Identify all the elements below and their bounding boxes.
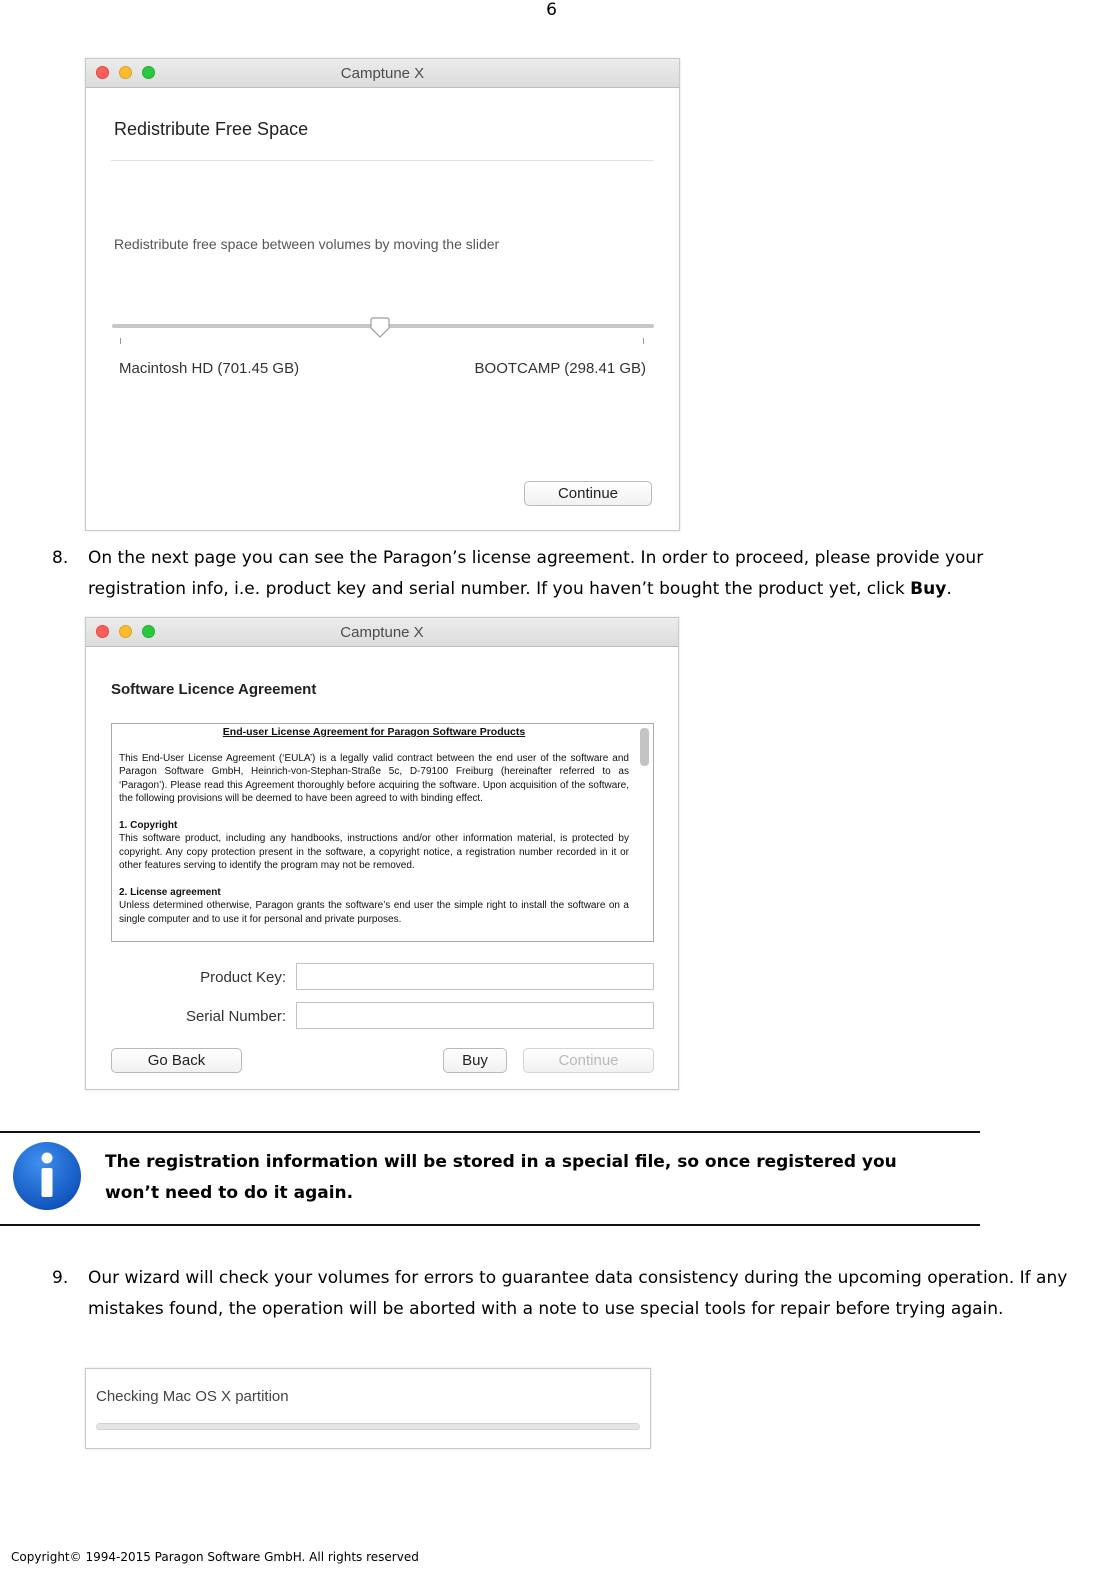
left-volume-label: Macintosh HD (701.45 GB): [119, 360, 300, 377]
eula-section-1-heading: 1. Copyright: [119, 819, 178, 831]
step-9-paragraph: [52, 1263, 1092, 1325]
note-top-rule: [0, 1131, 980, 1133]
redistribute-window: [85, 58, 680, 531]
window-title: Camptune X: [340, 65, 425, 82]
redistribute-heading: Redistribute Free Space: [114, 119, 309, 139]
step-number: 9.: [52, 1268, 69, 1288]
product-key-input[interactable]: [296, 963, 654, 990]
buy-emphasis: Buy: [910, 579, 947, 599]
slider-description: Redistribute free space between volumes by moving the slider: [114, 236, 500, 252]
eula-scrollbar[interactable]: [640, 728, 649, 766]
check-progress-bar: [96, 1423, 640, 1430]
go-back-button[interactable]: Go Back: [111, 1048, 242, 1073]
window-titlebar: [86, 618, 678, 647]
step-text-line1: On the next page you can see the Paragon’s license agreement. In order to proceed, please provide your: [88, 548, 984, 568]
license-heading: Software Licence Agreement: [111, 681, 317, 698]
page-number: 6: [546, 0, 557, 20]
window-titlebar: [86, 59, 679, 88]
eula-section-2-heading: 2. License agreement: [119, 886, 221, 898]
license-window: [85, 617, 679, 1090]
step-text: [88, 543, 983, 605]
eula-title: End-user License Agreement for Paragon Software Products: [222, 726, 526, 738]
right-volume-label: BOOTCAMP (298.41 GB): [474, 360, 646, 377]
eula-section-1-text: This software product, including any handbooks, instructions and/or other information material, is protected by copyright. Any copy protection present in the software, a copyright notice, a registration number recorded in it or other features serving to identify the program may not be removed.: [119, 833, 629, 871]
checking-panel: [85, 1368, 651, 1449]
info-icon: [12, 1141, 82, 1211]
continue-button[interactable]: Continue: [524, 481, 652, 506]
header-divider: [111, 160, 654, 161]
slider-tick-left: [120, 338, 121, 344]
note-bottom-rule: [0, 1224, 980, 1226]
step-text: Our wizard will check your volumes for errors to guarantee data consistency during the upcoming operation. If any mistakes found, the operation will be aborted with a note to use special tools for repair before trying again.: [88, 1268, 1068, 1319]
window-title: Camptune X: [340, 624, 424, 641]
buy-button[interactable]: Buy: [443, 1048, 507, 1073]
copyright-footer: Copyright© 1994-2015 Paragon Software GmbH. All rights reserved: [11, 1550, 419, 1564]
continue-button[interactable]: Continue: [523, 1048, 654, 1073]
product-key-label: Product Key:: [200, 969, 286, 986]
serial-number-input[interactable]: [296, 1002, 654, 1029]
eula-intro: This End-User License Agreement (‘EULA’) is a legally valid contract between the end user of the software and Paragon Software GmbH, Heinrich-von-Stephan-Straße 5c, D-79100 Freiburg (hereinafter referred to as ‘Paragon’). Please read this Agreement thoroughly before acquiring the software. Upon acquisition of the software, the following provisions will be deemed to have been agreed to with binding effect.: [119, 752, 629, 804]
step-text-end: .: [946, 579, 952, 599]
step-8-paragraph: [52, 543, 983, 605]
slider-thumb[interactable]: [369, 317, 391, 339]
slider-tick-right: [643, 338, 644, 344]
note-text: The registration information will be stored in a special file, so once registered you won’t need to do it again.: [105, 1152, 897, 1203]
step-number: 8.: [52, 548, 69, 568]
step-text-line2: registration info, i.e. product key and serial number. If you haven’t bought the product yet, click: [88, 579, 911, 599]
eula-section-2-text: Unless determined otherwise, Paragon grants the software’s end user the simple right to install the software on a single computer and to use it for personal and private purposes.: [119, 900, 629, 925]
eula-text-area[interactable]: [111, 723, 654, 942]
checking-label: Checking Mac OS X partition: [96, 1388, 289, 1405]
serial-number-label: Serial Number:: [185, 1008, 286, 1025]
